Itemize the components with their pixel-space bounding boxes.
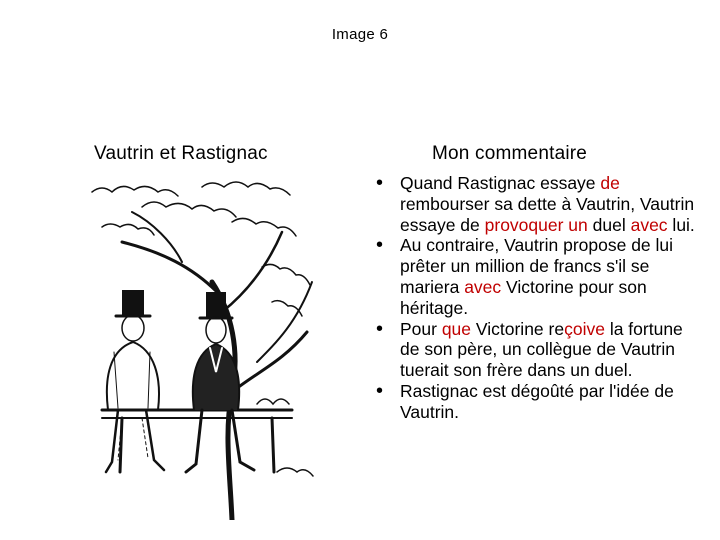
- vautrin-rastignac-illustration: [82, 172, 318, 520]
- commentary-bullet: [370, 235, 700, 318]
- commentary-bullet: [370, 381, 700, 423]
- highlighted-text: que: [441, 318, 472, 339]
- commentary-bullet: [370, 319, 700, 381]
- bullet-text: rembourser sa dette à Vautrin, Vautrin essaye de: [400, 193, 695, 235]
- bullet-text: duel: [587, 214, 631, 235]
- highlighted-text: provoquer un: [484, 214, 588, 235]
- bullet-text: Pour: [400, 318, 442, 339]
- bullet-text: lui.: [667, 214, 695, 235]
- bullet-text: Au contraire, Vautrin propose de lui prêter un million de francs s'il se mariera: [400, 235, 674, 297]
- commentary-bullets: [370, 173, 700, 423]
- highlighted-text: de: [600, 173, 620, 193]
- highlighted-text: avec: [464, 276, 502, 297]
- slide-title: Image 6: [331, 26, 389, 43]
- bullet-text: Quand Rastignac essaye: [400, 173, 601, 193]
- commentary-heading: Mon commentaire: [432, 143, 588, 164]
- bullet-text: Victorine pour son héritage.: [400, 276, 647, 318]
- bullet-text: la fortune de son père, un collègue de Vautrin tuerait son frère dans un duel.: [400, 318, 683, 381]
- bullet-text: Rastignac est dégoûté par l'idée de Vautrin.: [400, 380, 674, 422]
- highlighted-text: avec: [630, 214, 668, 235]
- illustration-heading: Vautrin et Rastignac: [94, 143, 268, 164]
- commentary-bullet: [370, 173, 700, 235]
- bullet-text: Victorine re: [471, 318, 565, 339]
- highlighted-text: çoive: [564, 318, 605, 339]
